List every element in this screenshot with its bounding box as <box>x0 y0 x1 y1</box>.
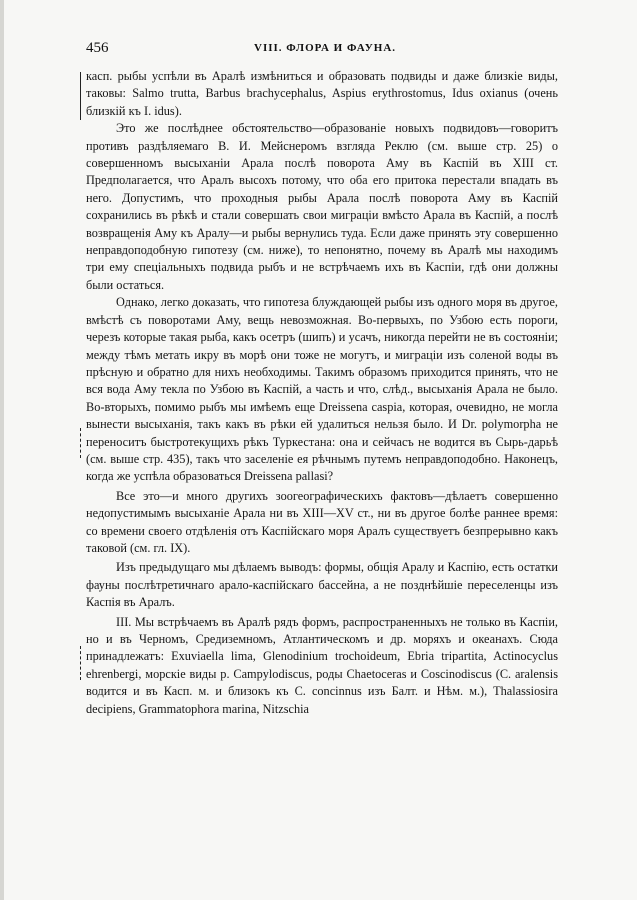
margin-bracket-mark <box>80 646 81 680</box>
body-text <box>86 68 558 718</box>
page-spine-edge <box>0 0 4 900</box>
paragraph: III. Мы встрѣчаемъ въ Аралѣ рядъ формъ, распространенныхъ не только въ Каспіи, но и въ Черномъ, Средиземномъ, Атлантическомъ и др. моряхъ и океанахъ. Сюда принадлежатъ: Exuviaella lima, Glenodinium trochoideum, Ebria tripartita, Actinocyclus ehrenbergi, морскіе виды р. Campylodiscus, роды Chaetoceras и Coscinodiscus (C. aralensis водится и въ Касп. м. и близокъ къ C. concinnus изъ Балт. и Нѣм. м.), Thalassiosira decipiens, Grammatophora marina, Nitzschia <box>86 614 558 716</box>
running-title: VIII. ФЛОРА И ФАУНА. <box>254 42 397 54</box>
margin-bracket-mark <box>80 72 81 120</box>
paragraph: Это же послѣднее обстоятельство—образованіе новыхъ подвидовъ—говоритъ противъ раздѣляемаго В. И. Мейснеромъ взгляда Реклю (см. выше стр. 25) о совершенномъ высыханіи Арала послѣ поворота Аму въ Каспій въ XIII ст. Предполагается, что Аралъ высохъ потому, что оба его притока перестали впадать въ него. Допустимъ, что проходныя рыбы Арала послѣ поворота Аму въ Каспій сохранились въ рѣкѣ и стали совершать свои миграціи вмѣсто Арала въ Каспій, а послѣ возвращенія Аму къ Аралу—и рыбы вернулись туда. Если даже принять эту совершенно неправдоподобную гипотезу (см. ниже), то непонятно, почему въ Аралѣ мы находимъ три ему спеціальныхъ подвида рыбъ и не встрѣчаемъ ихъ въ Каспіи, гдѣ они должны были остаться. <box>86 121 558 292</box>
paragraph: Изъ предыдущаго мы дѣлаемъ выводъ: формы, общія Аралу и Каспію, есть остатки фауны послѣтретичнаго арало-каспійскаго бассейна, а не позднѣйшіе переселенцы изъ Каспія въ Аралъ. <box>86 560 558 610</box>
page-number: 456 <box>86 40 109 56</box>
page-header <box>86 40 558 60</box>
paragraph: касп. рыбы успѣли въ Аралѣ измѣниться и образовать подвиды и даже близкіе виды, таковы: Salmo trutta, Barbus brachycephalus, Aspius erythrostomus, Idus oxianus (очень близкій къ I. idus). <box>86 69 558 118</box>
paragraph: Однако, легко доказать, что гипотеза блуждающей рыбы изъ одного моря въ другое, вмѣстѣ съ поворотами Аму, вещь невозможная. Во-первыхъ, по Узбою есть пороги, черезъ которые такая рыба, какъ осетръ (шипъ) и усачъ, никогда перейти не въ состояніи; между тѣмъ метать икру въ морѣ они тоже не могутъ, и миграціи изъ соленой воды въ прѣсную и обратно для нихъ необходимы. Такимъ образомъ приходится принять, что не вся вода Аму текла по Узбою въ Каспій, а часть и что, слѣд., высыханія Арала не было. Во-вторыхъ, помимо рыбъ мы имѣемъ еще Dreissena caspia, которая, очевидно, не могла вынести высыханія, такъ какъ въ рѣки ей удалиться нельзя было. И Dr. polymorpha не переноситъ быстротекущихъ рѣкъ Туркестана: она и сейчасъ не водится въ Сырь-дарьѣ (см. выше стр. 435), такъ что заселеніе ея рѣчнымъ путемъ неправдоподобно. Наконецъ, когда же успѣла образоваться Dreissena pallasi? <box>86 295 558 484</box>
margin-bracket-mark <box>80 428 81 458</box>
paragraph: Все это—и много другихъ зоогеографическихъ фактовъ—дѣлаетъ совершенно недопустимымъ высыханіе Арала ни въ XIII—XV ст., ни въ другое болѣе раннее время: со времени своего отдѣленія отъ Каспійскаго моря Аралъ существуетъ безпрерывно какъ таковой (см. гл. IX). <box>86 488 558 555</box>
